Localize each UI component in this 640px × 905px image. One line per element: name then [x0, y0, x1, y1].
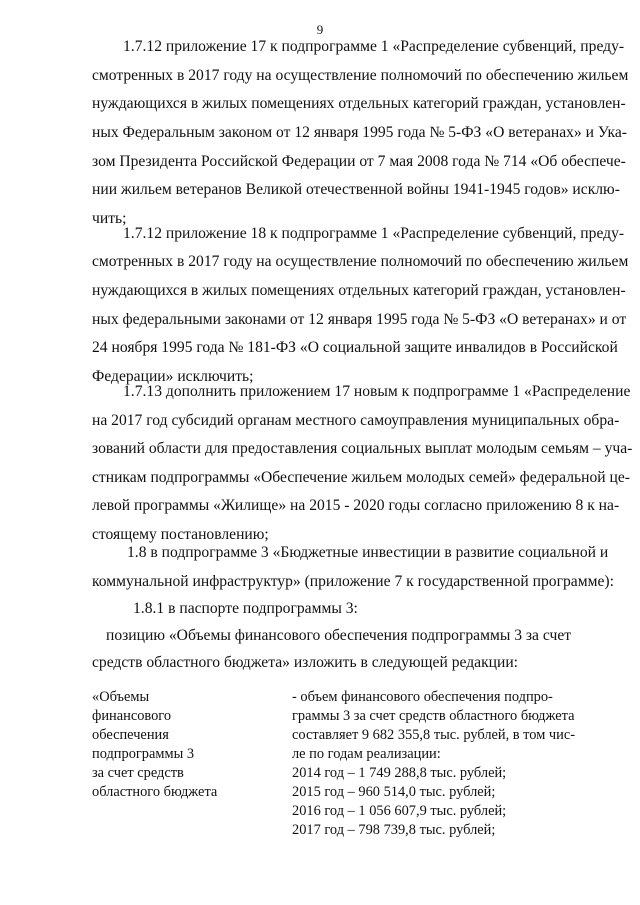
text-line: стникам подпрограммы «Обеспечение жильем молодых семей» федеральной це-: [92, 469, 630, 486]
text-line: 1.8 в подпрограмме 3 «Бюджетные инвестиции в развитие социальной и: [127, 544, 609, 561]
table-cell-line: финансового: [92, 708, 172, 724]
text-line: чить;: [92, 210, 127, 227]
text-line: смотренных в 2017 году на осуществление полномочий по обеспечению жильем: [92, 67, 629, 84]
text-line: 1.7.12 приложение 17 к подпрограмме 1 «Распределение субвенций, преду-: [123, 38, 625, 55]
table-left-column: [92, 688, 292, 802]
text-line: позицию «Объемы финансового обеспечения подпрограммы 3 за счет: [106, 627, 572, 644]
text-line: 1.7.12 приложение 18 к подпрограмме 1 «Распределение субвенций, преду-: [123, 225, 625, 242]
text-line: левой программы «Жилище» на 2015 - 2020 годы согласно приложению 8 к на-: [92, 497, 620, 514]
table-cell-line: обеспечения: [92, 727, 169, 743]
text-line: 24 ноября 1995 года № 181-ФЗ «О социальной защите инвалидов в Российской: [92, 339, 618, 356]
table-cell-line: граммы 3 за счет средств областного бюджета: [292, 708, 575, 724]
table-cell-line: подпрограммы 3: [92, 746, 195, 762]
table-cell-line: «Объемы: [92, 689, 150, 705]
text-line: зований области для предоставления социальных выплат молодым семьям – уча-: [92, 440, 633, 457]
table-right-column: [292, 688, 602, 840]
text-line: коммунальной инфраструктур» (приложение 7 к государственной программе):: [92, 573, 614, 590]
text-line: ных федеральными законами от 12 января 1995 года № 5-ФЗ «О ветеранах» и от: [92, 311, 627, 328]
page-number: 9: [316, 22, 324, 37]
table-cell-line: областного бюджета: [92, 784, 218, 800]
table-cell-line: ле по годам реализации:: [292, 746, 441, 762]
text-line: нии жильем ветеранов Великой отечественной войны 1941-1945 годов» исклю-: [92, 181, 620, 198]
text-line: 1.8.1 в паспорте подпрограммы 3:: [133, 600, 358, 617]
text-line: зом Президента Российской Федерации от 7 мая 2008 года № 714 «Об обеспече-: [92, 153, 626, 170]
table-cell-line: 2016 год – 1 056 607,9 тыс. рублей;: [292, 803, 507, 819]
text-line: Федерации» исключить;: [92, 368, 254, 385]
table-cell-line: за счет средств: [92, 765, 184, 781]
text-line: ных Федеральным законом от 12 января 1995 года № 5-ФЗ «О ветеранах» и Ука-: [92, 124, 627, 141]
text-line: нуждающихся в жилых помещениях отдельных категорий граждан, установлен-: [92, 282, 626, 299]
text-line: 1.7.13 дополнить приложением 17 новым к подпрограмме 1 «Распределение: [123, 383, 631, 400]
text-line: стоящему постановлению;: [92, 526, 269, 543]
table-cell-line: составляет 9 682 355,8 тыс. рублей, в том чис-: [292, 727, 576, 743]
text-line: средств областного бюджета» изложить в следующей редакции:: [92, 654, 519, 671]
text-line: нуждающихся в жилых помещениях отдельных категорий граждан, установлен-: [92, 95, 626, 112]
table-cell-line: 2017 год – 798 739,8 тыс. рублей;: [292, 822, 496, 838]
table-cell-line: 2014 год – 1 749 288,8 тыс. рублей;: [292, 765, 507, 781]
table-cell-line: 2015 год – 960 514,0 тыс. рублей;: [292, 784, 496, 800]
text-line: смотренных в 2017 году на осуществление полномочий по обеспечению жильем: [92, 253, 629, 270]
table-cell-line: - объем финансового обеспечения подпро-: [292, 689, 553, 705]
text-line: на 2017 год субсидий органам местного самоуправления муниципальных обра-: [92, 412, 620, 429]
